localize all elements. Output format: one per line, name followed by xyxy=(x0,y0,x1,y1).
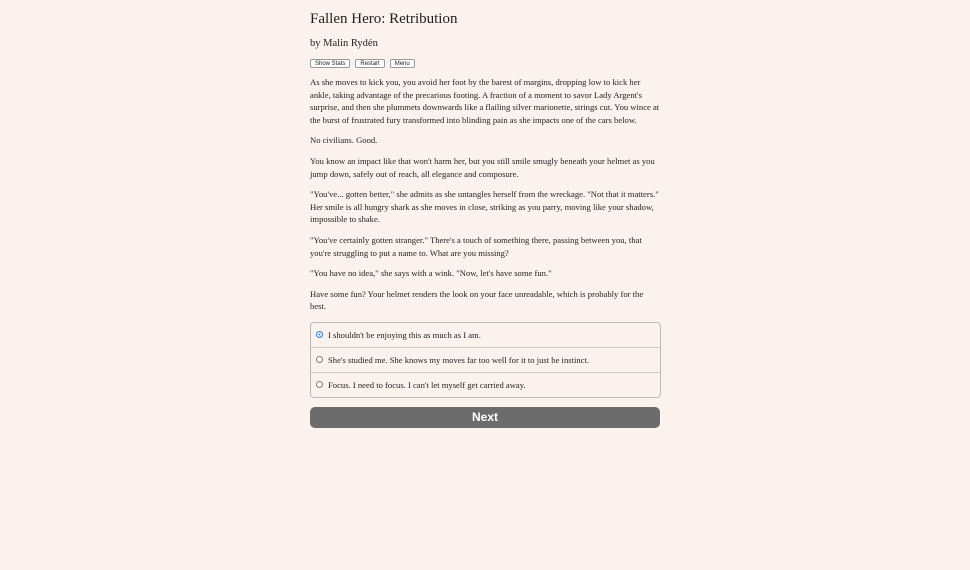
story-text xyxy=(310,76,660,313)
story-paragraph-3: You know an impact like that won't harm her, but you still smile smugly beneath your helmet as you jump down, safely out of reach, all elegance and composure. xyxy=(310,155,655,179)
story-paragraph-6: "You have no idea," she says with a wink. "Now, let's have some fun." xyxy=(310,268,552,279)
choice-option-2[interactable] xyxy=(311,347,660,372)
story-paragraph-7: Have some fun? Your helmet renders the look on your face unreadable, which is probably for the best. xyxy=(310,288,644,312)
show-stats-button[interactable]: Show Stats xyxy=(310,59,350,68)
next-button[interactable]: Next xyxy=(310,407,660,428)
restart-button[interactable]: Restart xyxy=(355,59,384,68)
story-paragraph-4: "You've... gotten better," she admits as she untangles herself from the wreckage. "Not that it matters." Her smile is all hungry shark as she moves in close, striking as you parry, moving like your shadow, impossible to shake. xyxy=(310,189,659,225)
choice-option-1[interactable] xyxy=(311,323,660,347)
story-paragraph-5: "You've certainly gotten stranger." There's a touch of something there, passing between you, that you're struggling to put a name to. What are you missing? xyxy=(310,234,642,258)
choice-list xyxy=(310,322,661,398)
radio-selected-icon[interactable] xyxy=(316,331,323,338)
choice-label: I shouldn't be enjoying this as much as I am. xyxy=(328,329,481,340)
choice-label: Focus. I need to focus. I can't let myself get carried away. xyxy=(328,379,526,390)
toolbar xyxy=(310,59,660,70)
story-paragraph-2: No civilians. Good. xyxy=(310,135,378,146)
game-page xyxy=(310,0,660,428)
radio-unselected-icon[interactable] xyxy=(316,356,323,363)
choice-label: She's studied me. She knows my moves far too well for it to just be instinct. xyxy=(328,354,590,365)
choice-option-3[interactable] xyxy=(311,372,660,397)
radio-unselected-icon[interactable] xyxy=(316,381,323,388)
menu-button[interactable]: Menu xyxy=(390,59,415,68)
game-title: Fallen Hero: Retribution xyxy=(310,11,458,27)
story-paragraph-1: As she moves to kick you, you avoid her foot by the barest of margins, dropping low to kick her ankle, taking advantage of the precarious footing. A fraction of a moment to savor Lady Argent's surprise, and then she plummets downwards like a flailing silver marionette, strings cut. You wince at the burst of frustrated fury transformed into blinding pain as she impacts one of the cars below. xyxy=(310,77,660,125)
author-byline: by Malin Rydén xyxy=(310,38,378,49)
